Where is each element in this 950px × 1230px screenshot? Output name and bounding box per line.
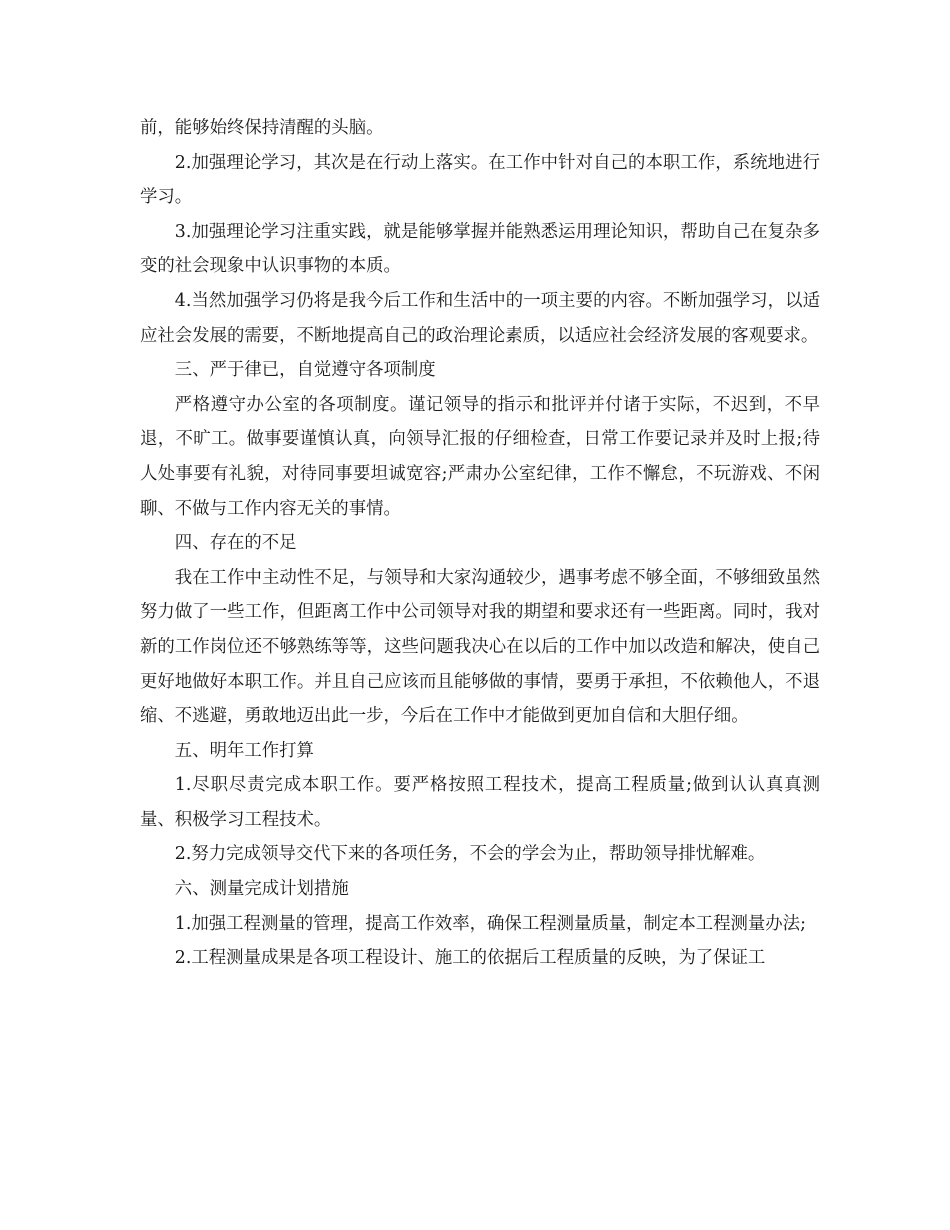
paragraph-7: 1.尽职尽责完成本职工作。要严格按照工程技术，提高工程质量;做到认认真真测量、积极学习工程技术。 xyxy=(140,775,820,830)
section-heading-5: 五、明年工作打算 xyxy=(174,740,314,761)
paragraph-9: 1.加强工程测量的管理，提高工作效率，确保工程测量质量，制定本工程测量办法; xyxy=(174,913,806,934)
paragraph-2: 2.加强理论学习，其次是在行动上落实。在工作中针对自己的本职工作，系统地进行学习。 xyxy=(140,152,820,208)
paragraph-6: 我在工作中主动性不足，与领导和大家沟通较少，遇事考虑不够全面，不够细致虽然努力做了一些工作，但距离工作中公司领导对我的期望和要求还有一些距离。同时，我对新的工作岗位还不够熟练等等，这些问题我决心在以后的工作中加以改造和解决，使自己更好地做好本职工作。并且自己应该而且能够做的事情，要勇于承担，不依赖他人，不退缩、不逃避，勇敢地迈出此一步，今后在工作中才能做到更加自信和大胆仔细。 xyxy=(140,567,820,727)
section-heading-3: 三、严于律已，自觉遵守各项制度 xyxy=(174,360,436,381)
section-heading-6: 六、测量完成计划措施 xyxy=(174,879,349,900)
paragraph-1: 前，能够始终保持清醒的头脑。 xyxy=(140,118,384,138)
paragraph-3: 3.加强理论学习注重实践，就是能够掌握并能熟悉运用理论知识，帮助自己在复杂多变的社会现象中认识事物的本质。 xyxy=(140,221,820,277)
section-heading-4: 四、存在的不足 xyxy=(174,533,297,554)
paragraph-4: 4.当然加强学习仍将是我今后工作和生活中的一项主要的内容。不断加强学习，以适应社会发展的需要，不断地提高自己的政治理论素质，以适应社会经济发展的客观要求。 xyxy=(140,290,820,346)
paragraph-10: 2.工程测量成果是各项工程设计、施工的依据后工程质量的反映，为了保证工 xyxy=(174,948,766,969)
document-body xyxy=(140,111,820,976)
paragraph-5: 严格遵守办公室的各项制度。谨记领导的指示和批评并付诸于实际，不迟到，不早退，不旷工。做事要谨慎认真，向领导汇报的仔细检查，日常工作要记录并及时上报;待人处事要有礼貌，对待同事要坦诚宽容;严肃办公室纪律，工作不懈怠，不玩游戏、不闲聊、不做与工作内容无关的事情。 xyxy=(140,394,820,519)
paragraph-8: 2.努力完成领导交代下来的各项任务，不会的学会为止，帮助领导排忧解难。 xyxy=(174,844,766,865)
